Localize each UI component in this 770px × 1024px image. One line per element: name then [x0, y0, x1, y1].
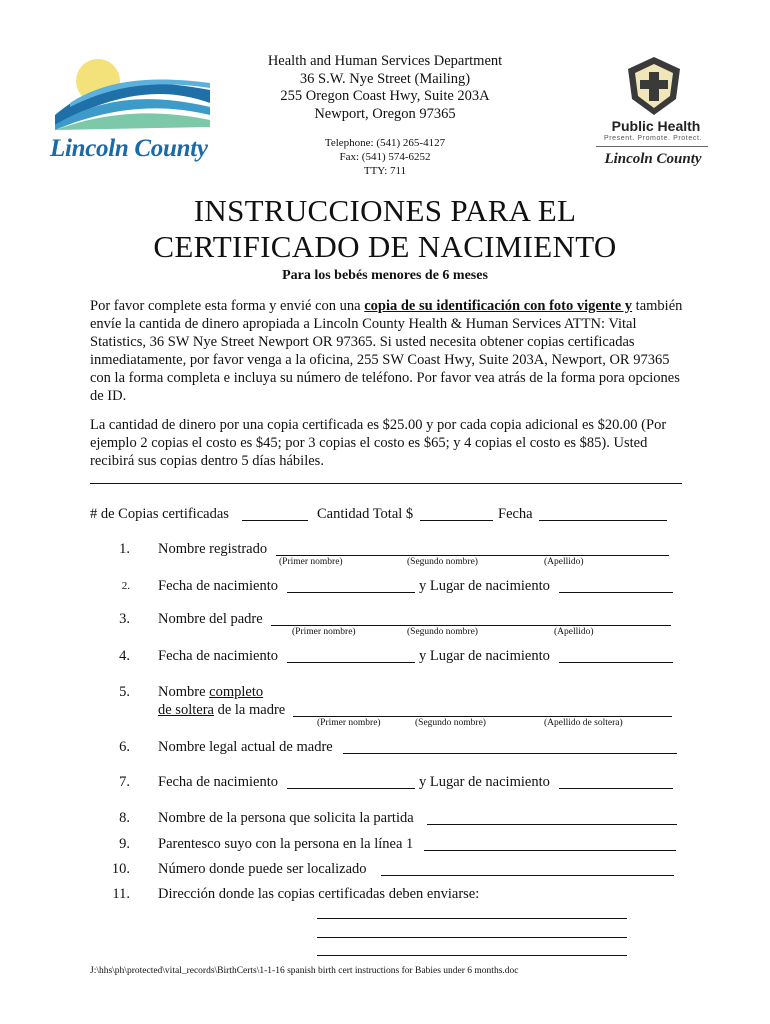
public-health-name: Public Health: [611, 118, 701, 134]
birth-place-field[interactable]: [559, 592, 673, 593]
mother-birth-place-label: y Lugar de nacimiento: [419, 774, 550, 790]
mother-legal-name-label: Nombre legal actual de madre: [158, 739, 333, 755]
father-birth-date-label: Fecha de nacimiento: [158, 648, 278, 664]
maiden-label-underlined: de soltera: [158, 702, 214, 718]
item-number: 3.: [119, 611, 130, 627]
mailing-address-field-2[interactable]: [317, 937, 627, 938]
id-requirement: copia de su identificación con foto vigente y: [364, 298, 633, 314]
contact-number-field[interactable]: [381, 875, 674, 876]
item-number: 8.: [119, 810, 130, 826]
item-number: 11.: [112, 886, 130, 902]
cost-paragraph: La cantidad de dinero por una copia certificada es $25.00 y por cada copia adicional es $20.00 (Por ejemplo 2 copias el costo es $45; por 3 copias el costo es $65; y 4 copias el costo es $85). Usted recibirá sus copias dentro 5 días hábiles.: [90, 417, 667, 469]
father-birth-place-field[interactable]: [559, 662, 673, 663]
item-number: 5.: [119, 684, 130, 700]
mailing-address-label: Dirección donde las copias certificadas deben enviarse:: [158, 886, 480, 902]
mother-birth-date-field[interactable]: [287, 788, 415, 789]
father-name-label: Nombre del padre: [158, 611, 263, 627]
public-health-county: Lincoln County: [604, 151, 702, 167]
requester-name-field[interactable]: [427, 824, 677, 825]
title-line-1: INSTRUCCIONES PARA EL: [193, 193, 577, 228]
title-line-2: CERTIFICADO DE NACIMIENTO: [153, 229, 617, 264]
mother-birth-date-label: Fecha de nacimiento: [158, 774, 278, 790]
total-label: Cantidad Total $: [317, 506, 414, 522]
registered-name-label: Nombre registrado: [158, 541, 268, 557]
subtitle: Para los bebés menores de 6 meses: [282, 268, 488, 283]
hint-first-name: (Primer nombre): [292, 627, 356, 637]
shield-icon: [624, 55, 684, 117]
registered-name-field[interactable]: [276, 555, 669, 556]
lincoln-county-logo-text: Lincoln County: [50, 135, 208, 162]
instructions-paragraph: [90, 297, 690, 405]
maiden-label-underlined: completo: [209, 684, 264, 700]
para1-lead: Por favor complete esta forma y envié con una: [90, 298, 365, 314]
father-birth-date-field[interactable]: [287, 662, 415, 663]
hint-last-name: (Apellido): [544, 557, 584, 567]
telephone: Telephone: (541) 265-4127: [324, 137, 446, 149]
tty: TTY: 711: [363, 165, 407, 177]
maiden-label-part: Nombre: [158, 684, 210, 700]
relationship-field[interactable]: [424, 850, 676, 851]
mother-birth-place-field[interactable]: [559, 788, 673, 789]
section-divider: [90, 483, 682, 484]
copies-field[interactable]: [242, 520, 308, 521]
requester-name-label: Nombre de la persona que solicita la partida: [158, 810, 414, 826]
total-field[interactable]: [420, 520, 493, 521]
file-path-footer: J:\hhs\ph\protected\vital_records\BirthCerts\1-1-16 spanish birth cert instructions for Babies under 6 months.doc: [90, 966, 519, 976]
public-health-tagline: Present. Promote. Protect.: [603, 135, 703, 142]
mailing-address: 36 S.W. Nye Street (Mailing): [299, 70, 471, 87]
hint-middle-name: (Segundo nombre): [415, 718, 486, 728]
hint-last-name: (Apellido): [554, 627, 594, 637]
item-number: 1.: [119, 541, 130, 557]
item-number: 7.: [119, 774, 130, 790]
contact-info: [280, 136, 490, 178]
logo-divider: [596, 146, 708, 147]
street-address: 255 Oregon Coast Hwy, Suite 203A: [280, 88, 490, 104]
item-number: 2.: [121, 580, 130, 592]
item-number: 9.: [119, 836, 130, 852]
birth-date-label: Fecha de nacimiento: [158, 578, 278, 594]
mailing-address-field-3[interactable]: [317, 955, 627, 956]
department-address: [230, 53, 540, 123]
fax: Fax: (541) 574-6252: [339, 151, 431, 163]
city-state-zip: Newport, Oregon 97365: [314, 105, 456, 122]
department-name: Health and Human Services Department: [267, 53, 503, 69]
birth-date-field[interactable]: [287, 592, 415, 593]
date-label: Fecha: [498, 506, 533, 522]
lincoln-county-logo: [50, 55, 215, 165]
father-name-field[interactable]: [271, 625, 671, 626]
page-title: [0, 193, 770, 265]
contact-number-label: Número donde puede ser localizado: [158, 861, 367, 877]
item-number: 10.: [111, 861, 130, 877]
mother-maiden-label-1: [158, 683, 263, 701]
hint-middle-name: (Segundo nombre): [407, 627, 478, 637]
wave-sun-icon: [50, 55, 215, 130]
hint-first-name: (Primer nombre): [279, 557, 343, 567]
item-number: 6.: [119, 739, 130, 755]
mailing-address-field-1[interactable]: [317, 918, 627, 919]
mother-legal-name-field[interactable]: [343, 753, 677, 754]
relationship-label: Parentesco suyo con la persona en la línea 1: [158, 836, 414, 852]
date-field[interactable]: [539, 520, 667, 521]
hint-middle-name: (Segundo nombre): [407, 557, 478, 567]
para1-rest: también envíe la cantida de dinero apropiada a Lincoln County Health & Human Services ATTN: Vital Statistics, 36 SW Nye Street Newport OR 97365. Si usted necesita obtener copias certificadas inmediatamente, por favor venga a la oficina, 255 SW Coast Hwy, Suite 203A, Newport, OR 97365 con la forma completa e incluya su número de teléfono. Por favor vea atrás de la forma pora opciones de ID.: [90, 298, 683, 404]
hint-first-name: (Primer nombre): [317, 718, 381, 728]
public-health-logo: [598, 55, 708, 170]
hint-maiden-name: (Apellido de soltera): [544, 718, 623, 728]
mother-maiden-name-field[interactable]: [293, 716, 672, 717]
item-number: 4.: [119, 648, 130, 664]
maiden-label-part: de la madre: [213, 702, 286, 718]
father-birth-place-label: y Lugar de nacimiento: [419, 648, 550, 664]
birth-place-label: y Lugar de nacimiento: [419, 578, 550, 594]
copies-label: # de Copias certificadas: [90, 506, 229, 522]
mother-maiden-label-2: [158, 701, 285, 719]
